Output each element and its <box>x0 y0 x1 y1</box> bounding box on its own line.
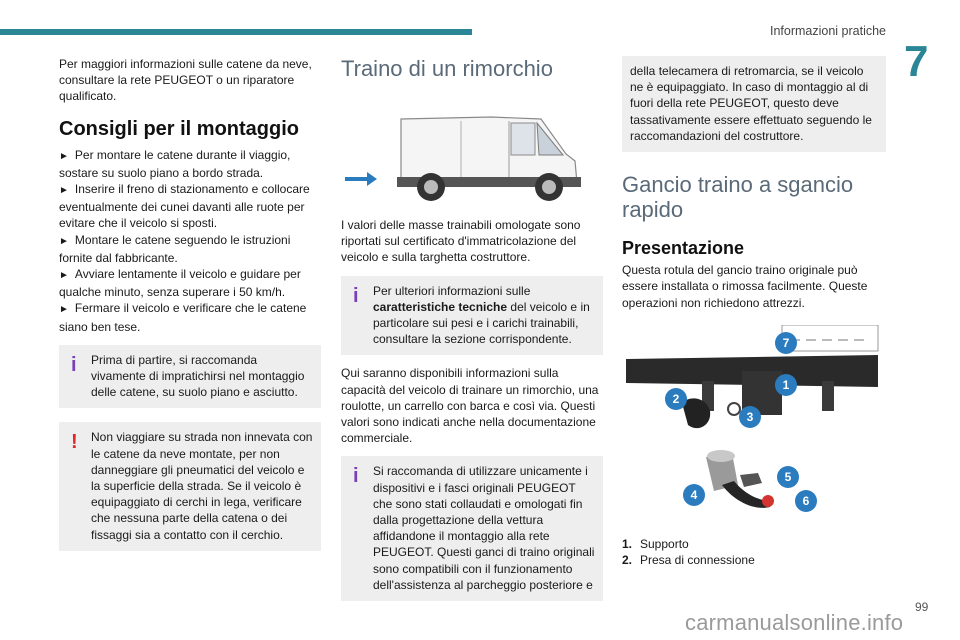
arrow-bullet-icon: ► <box>59 185 69 197</box>
info-note-text: Prima di partire, si raccomanda vivamente di impratichirsi nel montaggio delle catene, su suolo piano e asciutto. <box>91 352 305 400</box>
step-3: ► Montare le catene seguendo le istruzioni fornite dal fabbricante. <box>59 232 291 265</box>
warning-note-text: Non viaggiare su strada non innevata con le catene da neve montate, per non danneggiare gli pneumatici del veicolo e la superficie della strada. Se il veicolo è equipaggiato di cerchi in lega, verificare che nessuna parte della catena o dei fissaggi sia a contatto con il cerchio. <box>91 430 313 542</box>
callout-4-label: 4 <box>690 487 698 502</box>
note-continuation-text: della telecamera di retromarcia, se il veicolo ne è equipaggiato. In caso di montaggio al di fuori della rete PEUGEOT, questo deve tassativamente essere effettuato seguendo le raccomandazioni del costruttore. <box>630 64 872 143</box>
info-icon: i <box>353 284 359 307</box>
callout-3-label: 3 <box>746 409 754 424</box>
towing-paragraph-2: Qui saranno disponibili informazioni sulla capacità del veicolo di trainare un rimorchio, una roulotte, un carrello con barca e così via. Questi valori sono indicati anche nella documentazione commerciale. <box>341 366 599 446</box>
info-note-tech <box>341 276 603 356</box>
column-middle <box>341 56 603 601</box>
presentation-heading: Presentazione <box>622 238 745 259</box>
towbar-title: Gancio traino a sgancio rapido <box>622 172 854 223</box>
direction-arrow-icon <box>345 172 377 186</box>
callout-7-label: 7 <box>782 335 790 350</box>
info-note-devices <box>341 456 603 601</box>
callout-5-label: 5 <box>784 469 792 484</box>
page-number: 99 <box>915 600 929 614</box>
info-note <box>59 345 321 409</box>
step-1: ► Per montare le catene durante il viaggio, sostare su suolo piano a bordo strada. <box>59 147 291 180</box>
watermark: carmanualsonline.info <box>685 610 904 635</box>
info-note-tech-text: Per ulteriori informazioni sulle caratteristiche tecniche del veicolo e in particolare sui pesi e i carichi trainabili, consultare la sezione corrispondente. <box>373 283 590 347</box>
towing-paragraph-1: I valori delle masse trainabili omologate sono riportati sul certificato d'immatricolazione del veicolo e sulla targhetta costruttore. <box>341 218 581 265</box>
arrow-bullet-icon: ► <box>59 304 69 316</box>
arrow-bullet-icon: ► <box>59 270 69 282</box>
mounting-heading: Consigli per il montaggio <box>59 117 299 140</box>
towing-title: Traino di un rimorchio <box>341 56 553 81</box>
info-note-devices-text: Si raccomanda di utilizzare unicamente i dispositivi e i fasci originali PEUGEOT che sono stati collaudati e omologati fin dalla progettazione della vettura affidandone il montaggio alla rete PEUGEOT. Questi ganci di traino originali sono compatibili con il funzionamento dell'assistenza al parcheggio posteriore e <box>373 464 595 592</box>
info-icon: i <box>353 465 359 488</box>
section-header: Informazioni pratiche <box>769 24 886 38</box>
column-left <box>59 56 321 551</box>
component-item-1: 1. Supporto <box>622 536 689 551</box>
warning-note <box>59 422 321 550</box>
chapter-number: 7 <box>904 37 929 86</box>
step-5: ► Fermare il veicolo e verificare che le catene siano ben tese. <box>59 301 307 334</box>
note-continuation <box>622 56 886 152</box>
presentation-paragraph: Questa rotula del gancio traino originale può essere installata o rimossa facilmente. Queste operazioni non richiedono attrezzi. <box>622 263 868 310</box>
towbar-illustration <box>622 325 886 530</box>
step-4: ► Avviare lentamente il veicolo e guidare per qualche minuto, senza superare i 50 km/h. <box>59 267 301 300</box>
arrow-bullet-icon: ► <box>59 235 69 247</box>
column-right <box>622 56 886 568</box>
callout-2-label: 2 <box>672 391 680 406</box>
warning-icon: ! <box>71 431 78 454</box>
arrow-bullet-icon: ► <box>59 150 69 162</box>
callout-1-label: 1 <box>782 377 790 392</box>
callout-6-label: 6 <box>802 493 810 508</box>
component-item-2: 2. Presa di connessione <box>622 553 755 568</box>
van-illustration <box>341 99 603 209</box>
towbar-diagram <box>622 325 886 530</box>
van-image <box>341 99 603 209</box>
intro-paragraph: Per maggiori informazioni sulle catene da neve, consultare la rete PEUGEOT o un riparatore qualificato. <box>59 57 312 104</box>
header-accent-bar <box>0 29 472 35</box>
info-icon: i <box>71 353 77 376</box>
step-2: ► Inserire il freno di stazionamento e collocare eventualmente dei cunei davanti alle ruote per evitare che il veicolo si sposti. <box>59 182 310 231</box>
